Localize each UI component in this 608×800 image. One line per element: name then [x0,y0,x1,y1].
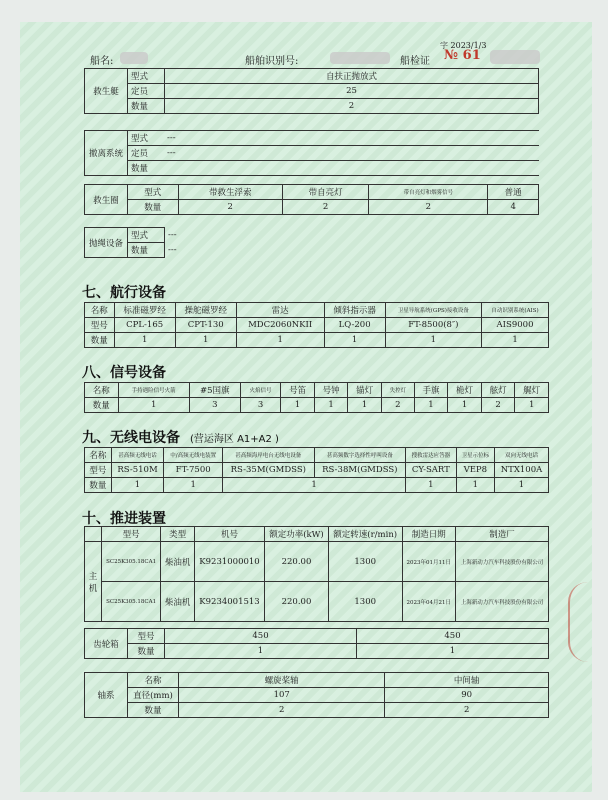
cell: 3 [240,398,281,413]
cell: 带自亮灯和烟雾信号 [369,185,488,200]
cell: 1 [236,333,324,348]
cell: 1 [165,644,357,659]
identifier-label: 船舶识别号: [245,56,299,67]
cell: 数量 [85,478,112,493]
cell: 失控灯 [381,383,414,398]
cell: 数量 [128,99,165,114]
cell: 名称 [85,383,119,398]
cell: 倾斜指示器 [324,303,385,318]
lifeboat-table [84,68,539,114]
cell: 定员 [128,146,165,161]
cell: 甚高频无线电话 [111,448,164,463]
cell: 操舵磁罗经 [175,303,236,318]
cell: 桅灯 [448,383,482,398]
cell: 1 [448,398,482,413]
cell: 2 [369,200,488,215]
cell: RS-35M(GMDSS) [223,463,315,478]
launch-title: 抛绳设备 [85,228,128,258]
cell: 1 [281,398,315,413]
radio-section-title [82,427,279,447]
cell: 数量 [128,703,179,718]
cell: 制造日期 [402,527,455,542]
cell: 数量 [128,644,165,659]
ref-number: 字 2023/1/3 [440,41,487,50]
cell: 型号 [85,463,112,478]
cell: 1 [357,644,549,659]
cell: K9231000010 [194,542,264,582]
radio-table [84,447,549,493]
cell: 卫星导航系统(GPS)接收设备 [385,303,481,318]
cell: 2 [385,703,549,718]
cell: 2 [282,200,368,215]
cell: 普通 [488,185,539,200]
cell: 数量 [128,161,165,176]
cell: 类型 [161,527,195,542]
cell: AIS9000 [482,318,549,333]
cell: 2 [178,200,282,215]
cell: 上海新动力汽车科技股份有限公司 [455,542,548,582]
cell: 2 [179,703,385,718]
nav-section-title: 七、航行设备 [82,285,166,301]
cell: 1 [175,333,236,348]
cell: 1 [118,398,189,413]
cell: CY-SART [406,463,457,478]
cell: 号钟 [314,383,348,398]
evac-title: 撤离系统 [85,131,128,176]
propulsion-section-title: 十、推进装置 [82,511,166,527]
cell: 搜救雷达应答器 [406,448,457,463]
cell: NTX100A [495,463,549,478]
signal-section-title: 八、信号设备 [82,365,166,381]
cell: 号笛 [281,383,315,398]
cell: 1 [495,478,549,493]
cell: 螺旋桨轴 [179,673,385,688]
cell: 1300 [328,582,402,622]
cell: 中/高频无线电装置 [164,448,223,463]
cell: 甚高频海岸电台无线电设备 [223,448,315,463]
certificate-page [20,22,592,792]
cell: 220.00 [265,542,329,582]
sea-area: (营运海区 A1+A2 ) [190,434,279,445]
cell [164,161,539,176]
cell: 1 [114,333,175,348]
cell: 雷达 [236,303,324,318]
cell: 1 [406,478,457,493]
redaction [120,52,148,64]
cell: 火焰信号 [240,383,281,398]
cell: --- [168,245,177,255]
cell: SC25K305.18CA1 [102,542,161,582]
cell: 名称 [85,448,112,463]
cell: --- [168,230,177,240]
lifeboat-title: 救生艇 [85,69,128,114]
cell: 自动识别系统(AIS) [482,303,549,318]
cell: 中间轴 [385,673,549,688]
cell: 1 [223,478,406,493]
cell: 4 [488,200,539,215]
radio-title: 九、无线电设备 [82,430,180,446]
cell: 90 [385,688,549,703]
cell: K9234001513 [194,582,264,622]
cell: 甚高频数字选择性呼叫设备 [314,448,406,463]
lifebuoy-table [84,184,539,215]
cell: 1 [324,333,385,348]
shaft-title: 轴系 [85,673,128,718]
cell: 额定功率(kW) [265,527,329,542]
redaction [490,50,540,64]
cell: #5国旗 [189,383,240,398]
cell: 手旗 [414,383,448,398]
cell: 带自亮灯 [282,185,368,200]
cell: 型号 [128,629,165,644]
cell: 1 [456,478,494,493]
serial-number: № 61 [444,48,481,63]
gearbox-table [84,628,549,659]
cell: 型号 [102,527,161,542]
cell: 1 [314,398,348,413]
cell: 艉灯 [515,383,549,398]
cell: 2 [481,398,515,413]
cell: 型号 [85,318,115,333]
cell: 卫星示位标 [456,448,494,463]
cell: 定员 [128,84,165,99]
cell: RS-38M(GMDSS) [314,463,406,478]
cell: 数量 [85,398,119,413]
cell: 机号 [194,527,264,542]
cell: 2023年01月11日 [402,542,455,582]
cell: 数量 [128,200,179,215]
cell: MDC2060NKII [236,318,324,333]
cell: 1 [164,478,223,493]
cell: 数量 [85,333,115,348]
cell: 1 [414,398,448,413]
cell: 制造厂 [455,527,548,542]
line-throwing-table [84,227,539,258]
ship-name-label: 船名: [90,56,114,67]
signal-table [84,382,549,413]
cell: FT-8500(8″) [385,318,481,333]
cell: 2023年04月21日 [402,582,455,622]
buoy-title: 救生圈 [85,185,128,215]
cell: 双向无线电话 [495,448,549,463]
cell: 2 [381,398,414,413]
cell: 额定转速(r/min) [328,527,402,542]
cell: CPT-130 [175,318,236,333]
cell: 107 [179,688,385,703]
cell: 450 [357,629,549,644]
cell: 1 [111,478,164,493]
cell: 1 [348,398,382,413]
cell: --- [164,131,539,146]
cell: 1 [385,333,481,348]
cell: 3 [189,398,240,413]
cell: RS-510M [111,463,164,478]
red-seal-partial [568,582,594,662]
cell: 标准磁罗经 [114,303,175,318]
cell: 1300 [328,542,402,582]
navigation-table [84,302,549,348]
cell: 手持遇险信号火箭 [118,383,189,398]
cell: 2 [165,99,539,114]
cell: 直径(mm) [128,688,179,703]
cell: 柴油机 [161,582,195,622]
cell: --- [164,146,539,161]
cell: VEP8 [456,463,494,478]
cell: 1 [482,333,549,348]
redaction [330,52,390,64]
cell: 型式 [128,228,165,243]
main-engine-label: 主机 [85,542,102,622]
shafting-table [84,672,549,718]
cell: 舷灯 [481,383,515,398]
cell: 型式 [128,185,179,200]
cell: 名称 [128,673,179,688]
cell: FT-7500 [164,463,223,478]
cell: 1 [515,398,549,413]
cell: 型式 [128,131,165,146]
cell: 25 [165,84,539,99]
gear-title: 齿轮箱 [85,629,128,659]
propulsion-table [84,526,549,622]
cell: 自扶正抛放式 [165,69,539,84]
cell: 锚灯 [348,383,382,398]
cell: LQ-200 [324,318,385,333]
cell: 型式 [128,69,165,84]
cell: CPL-165 [114,318,175,333]
cell: 上海新动力汽车科技股份有限公司 [455,582,548,622]
cert-label: 船检证 [400,56,430,67]
cell: SC25K305.18CA1 [102,582,161,622]
cell: 450 [165,629,357,644]
cell: 带救生浮索 [178,185,282,200]
cell: 柴油机 [161,542,195,582]
cell: 220.00 [265,582,329,622]
cell: 数量 [128,243,165,258]
cell: 名称 [85,303,115,318]
evac-table [84,130,539,176]
